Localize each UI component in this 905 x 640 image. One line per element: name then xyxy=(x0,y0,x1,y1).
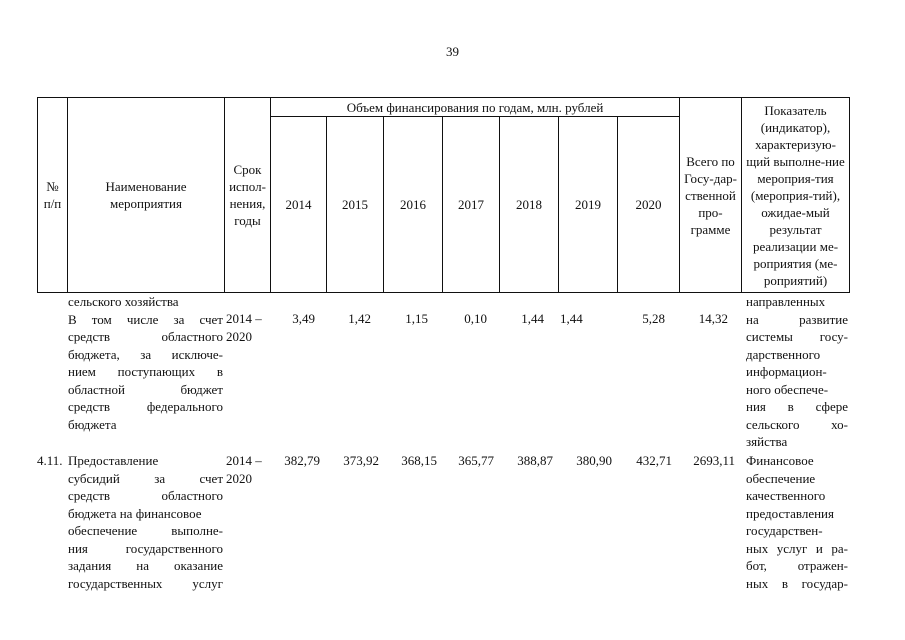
name-line: бюджета на финансовое xyxy=(68,505,202,521)
indicator-line: зяйства xyxy=(746,434,788,449)
row-continuation-total: 14,32 xyxy=(698,311,728,326)
name-line: средств областного xyxy=(68,488,223,503)
header-name: Наименование мероприятия xyxy=(68,98,225,293)
row-continuation-value-2016: 1,15 xyxy=(405,311,428,326)
indicator-line: сельского хо- xyxy=(746,416,848,432)
name-line: ния государственного xyxy=(68,540,223,556)
name-line: задания на оказание xyxy=(68,558,223,573)
indicator-line: на развитие xyxy=(746,311,848,327)
indicator-line: предоставления xyxy=(746,505,834,521)
row-4-11-value-2016: 368,15 xyxy=(401,453,437,468)
row-continuation-value-2019: 1,44 xyxy=(560,311,583,326)
name-line: областной бюджет xyxy=(68,381,223,397)
indicator-line: информацион- xyxy=(746,364,827,379)
row-continuation-indicator xyxy=(746,293,848,451)
name-line: В том числе за счет xyxy=(68,311,223,327)
indicator-line: ного обеспече- xyxy=(746,381,829,397)
indicator-line: направленных xyxy=(746,294,826,309)
row-continuation-value-2014: 3,49 xyxy=(292,311,315,326)
header-year-2015: 2015 xyxy=(327,117,384,293)
name-line: нием поступающих в xyxy=(68,364,223,379)
row-4-11-value-2018: 388,87 xyxy=(517,453,553,468)
header-funding-group: Объем финансирования по годам, млн. рублей xyxy=(271,98,680,117)
row-continuation-value-2015: 1,42 xyxy=(348,311,371,326)
header-term: Срок испол-нения, годы xyxy=(225,98,271,293)
indicator-line: бот, отражен- xyxy=(746,558,848,573)
indicator-line: Финансовое xyxy=(746,453,814,468)
name-line: субсидий за счет xyxy=(68,470,223,486)
page-number: 39 xyxy=(446,44,459,59)
indicator-line: системы госу- xyxy=(746,329,848,344)
indicator-line: качественного xyxy=(746,488,826,503)
name-line: средств областного xyxy=(68,329,223,344)
row-4-11-value-2017: 365,77 xyxy=(458,453,494,468)
indicator-line: ных услуг и ра- xyxy=(746,540,848,556)
name-line: сельского хозяйства xyxy=(68,294,179,309)
header-total: Всего по Госу-дар-ственной про-грамме xyxy=(680,98,742,293)
header-year-2020: 2020 xyxy=(618,117,680,293)
row-4-11-value-2014: 382,79 xyxy=(284,453,320,468)
name-line: бюджета xyxy=(68,416,117,432)
indicator-line: дарственного xyxy=(746,346,821,362)
row-4-11-value-2019: 380,90 xyxy=(576,453,612,468)
indicator-line: ных в государ- xyxy=(746,575,848,591)
row-4-11-term: 2014 – 2020 xyxy=(226,453,262,486)
row-continuation-value-2017: 0,10 xyxy=(464,311,487,326)
name-line: средств федерального xyxy=(68,399,223,414)
row-4-11-indicator xyxy=(746,452,848,592)
header-year-2016: 2016 xyxy=(384,117,443,293)
header-year-2018: 2018 xyxy=(500,117,559,293)
row-4-11-name xyxy=(68,452,223,592)
indicator-line: обеспечение xyxy=(746,470,816,486)
row-4-11-value-2020: 432,71 xyxy=(636,453,672,468)
name-line: бюджета, за исключе- xyxy=(68,346,223,362)
indicator-line: ния в сфере xyxy=(746,399,848,414)
header-year-2019: 2019 xyxy=(559,117,618,293)
row-continuation-name xyxy=(68,293,223,433)
header-year-2014: 2014 xyxy=(271,117,327,293)
row-4-11-total: 2693,11 xyxy=(693,453,735,468)
row-continuation-term: 2014 – 2020 xyxy=(226,311,262,344)
indicator-line: государствен- xyxy=(746,523,823,538)
name-line: государственных услуг xyxy=(68,575,223,591)
row-continuation-value-2018: 1,44 xyxy=(521,311,544,326)
row-continuation-value-2020: 5,28 xyxy=(642,311,665,326)
row-4-11-num: 4.11. xyxy=(37,453,63,468)
name-line: обеспечение выполне- xyxy=(68,523,223,538)
name-line: Предоставление xyxy=(68,453,159,468)
row-4-11-value-2015: 373,92 xyxy=(343,453,379,468)
header-year-2017: 2017 xyxy=(443,117,500,293)
table-header xyxy=(37,97,850,293)
header-num: № п/п xyxy=(38,98,68,293)
header-indicator: Показатель (индикатор), характеризую-щий выполне-ние мероприя-тия (мероприя-тий), ожидае-мый результат реализации ме-роприятия (ме-роприятий) xyxy=(742,98,850,293)
